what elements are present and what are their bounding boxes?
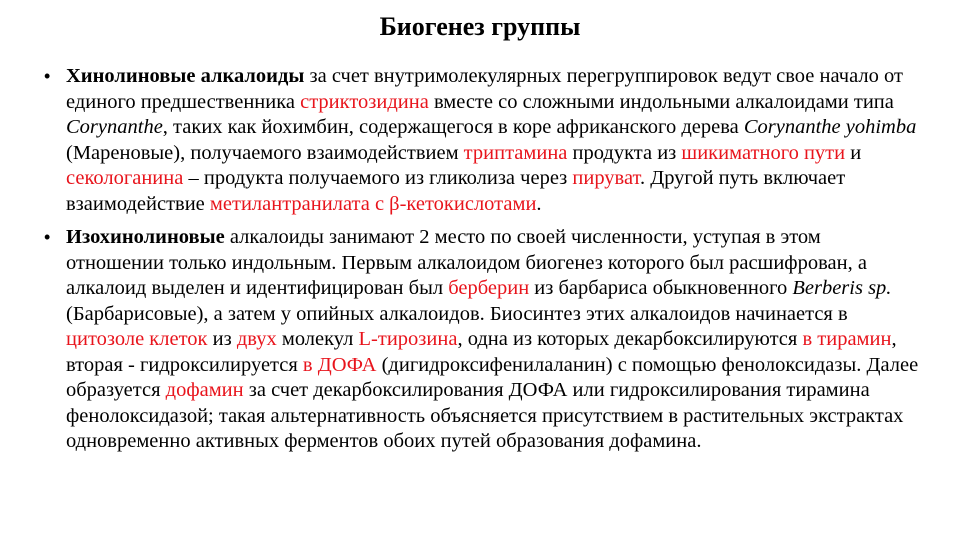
highlight-dopamine: дофамин bbox=[165, 379, 244, 401]
bullet-isoquinoline bbox=[40, 225, 920, 455]
highlight-methylanthranilate: метилантранилата с β-кетокислотами bbox=[209, 192, 537, 215]
highlight-tyramine: в тирамин bbox=[802, 328, 892, 350]
highlight-two: двух bbox=[236, 328, 277, 350]
highlight-tryptamine: триптамина bbox=[463, 141, 568, 164]
text-segment: , таких как йохимбин, содержащегося в коре африканского дерева bbox=[162, 116, 744, 138]
italic-corynanthe: Corynanthe bbox=[66, 116, 163, 138]
italic-corynanthe-yohimba: Corynanthe yohimba bbox=[743, 116, 917, 138]
term-isoquinoline: Изохинолиновые bbox=[66, 226, 225, 248]
bullet-list bbox=[40, 64, 920, 455]
text-segment: вместе со сложными индольными алкалоидами типа bbox=[428, 90, 894, 113]
text-segment: из bbox=[207, 328, 237, 350]
highlight-berberine: берберин bbox=[448, 277, 530, 299]
bullet-quinoline bbox=[40, 64, 920, 217]
text-segment: . bbox=[536, 192, 542, 215]
text-segment: , вторая - гидроксилируется bbox=[66, 328, 897, 376]
text-segment: алкалоиды занимают 2 место по своей численности, уступая в этом отношении только индольным. Первым алкалоидом биогенез которого был расшифрован, а алкалоид выделен и идентифицирован был bbox=[66, 226, 867, 299]
text-segment: и bbox=[845, 141, 862, 164]
highlight-pyruvate: пируват bbox=[572, 167, 640, 189]
text-segment: молекул bbox=[276, 328, 359, 350]
text-segment: за счет внутримолекулярных перегруппировок ведут свое начало от единого предшественника bbox=[66, 65, 903, 113]
highlight-shikimate-pathway: шикиматного пути bbox=[681, 141, 846, 164]
bullet-marker: • bbox=[44, 227, 51, 247]
italic-berberis: Berberis sp. bbox=[792, 277, 892, 299]
term-quinoline-alkaloids: Хинолиновые алкалоиды bbox=[66, 65, 305, 87]
text-segment: – продукта получаемого из гликолиза через bbox=[183, 167, 573, 189]
highlight-secologanin: секологанина bbox=[66, 167, 184, 189]
highlight-cytosol: цитозоле клеток bbox=[66, 328, 208, 350]
highlight-dopa: в ДОФА bbox=[302, 353, 377, 376]
text-segment: (Мареновые), получаемого взаимодействием bbox=[66, 141, 464, 164]
text-segment: за счет декарбоксилирования ДОФА или гидроксилирования тирамина фенолоксидазой; такая альтернативность объясняется присутствием в растительных экстрактах одновременно активных ферментов обоих путей образования дофамина. bbox=[66, 379, 904, 452]
text-segment: . Другой путь включает взаимодействие bbox=[66, 167, 846, 215]
text-segment: , одна из которых декарбоксилируются bbox=[457, 328, 803, 350]
highlight-strictosidine: стриктозидина bbox=[300, 90, 429, 113]
text-segment: (дигидроксифенилаланин) с помощью фенолоксидазы. Далее образуется bbox=[66, 353, 919, 401]
slide-title: Биогенез группы bbox=[379, 12, 581, 41]
bullet-marker: • bbox=[44, 66, 51, 86]
text-segment: (Барбарисовые), а затем у опийных алкалоидов. Биосинтез этих алкалоидов начинается в bbox=[66, 302, 848, 325]
text-segment: продукта из bbox=[567, 141, 682, 164]
text-segment: из барбариса обыкновенного bbox=[529, 277, 793, 299]
highlight-l-tyrosine: L-тирозина bbox=[358, 328, 458, 350]
